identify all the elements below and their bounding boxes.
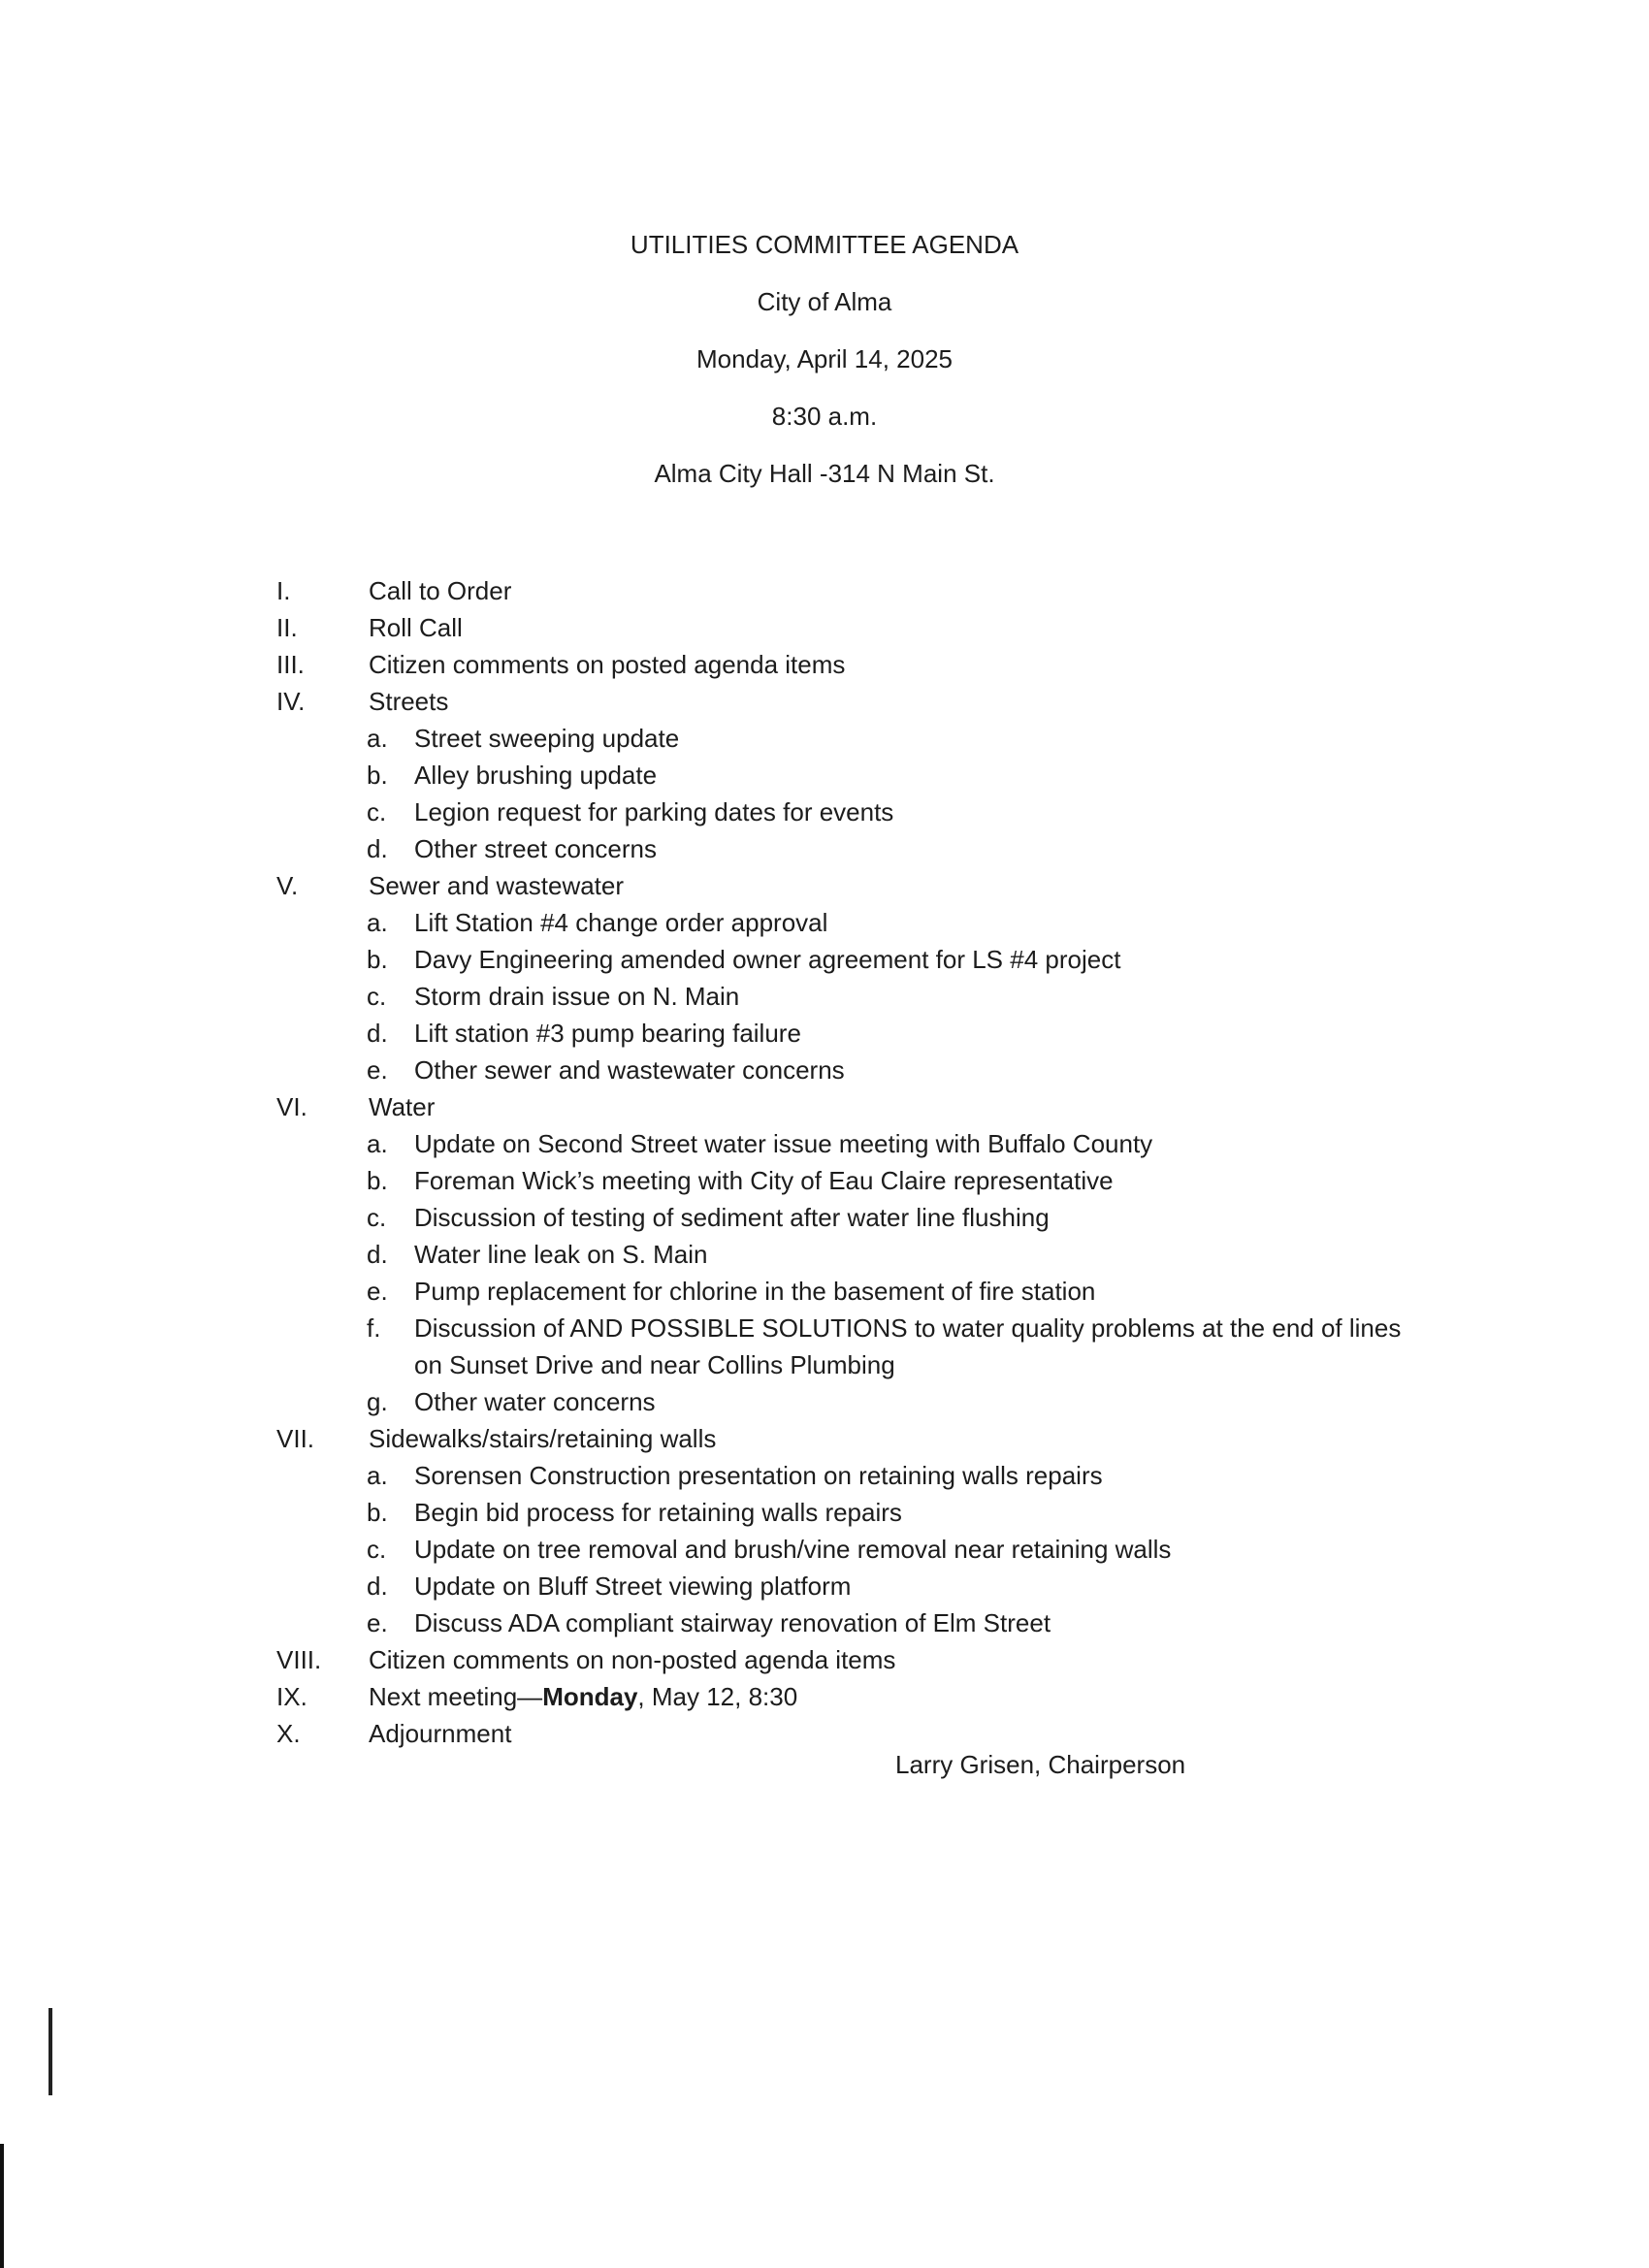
item-number: VI. xyxy=(276,1092,307,1121)
item-text: Citizen comments on non-posted agenda items xyxy=(369,1645,896,1674)
subitem-text: Sorensen Construction presentation on retaining walls repairs xyxy=(414,1461,1103,1490)
agenda-subitem xyxy=(276,1273,1411,1310)
item-text: Citizen comments on posted agenda items xyxy=(369,650,846,679)
document-title: UTILITIES COMMITTEE AGENDA xyxy=(630,230,1019,259)
subitem-letter: f. xyxy=(367,1313,381,1343)
next-meeting-text xyxy=(369,1678,797,1715)
item-text: Streets xyxy=(369,687,449,716)
agenda-subitem xyxy=(276,1015,1411,1052)
agenda-item xyxy=(276,1678,1411,1715)
item-text: Sewer and wastewater xyxy=(369,871,625,900)
subitem-letter: b. xyxy=(367,1498,388,1527)
subitem-text: Street sweeping update xyxy=(414,724,680,753)
item-number: II. xyxy=(276,613,298,642)
subitem-text: Davy Engineering amended owner agreement for LS #4 project xyxy=(414,945,1121,974)
item-text: Roll Call xyxy=(369,613,463,642)
subitem-text: Begin bid process for retaining walls repairs xyxy=(414,1498,902,1527)
subitem-letter: c. xyxy=(367,982,387,1011)
item-number: I. xyxy=(276,576,291,605)
item-text: Water xyxy=(369,1092,436,1121)
subitem-letter: d. xyxy=(367,1019,388,1048)
agenda-header xyxy=(0,225,1649,511)
agenda-item xyxy=(276,572,1411,609)
agenda-subitem xyxy=(276,1236,1411,1273)
subitem-letter: a. xyxy=(367,1129,388,1158)
meeting-date: Monday, April 14, 2025 xyxy=(695,344,954,373)
subitem-text: Update on Second Street water issue meeting with Buffalo County xyxy=(414,1129,1153,1158)
subitem-letter: a. xyxy=(367,724,388,753)
subitem-text: Update on tree removal and brush/vine removal near retaining walls xyxy=(414,1535,1172,1564)
item-number: VII. xyxy=(276,1424,315,1453)
agenda-subitem xyxy=(276,1531,1411,1568)
agenda-subitem xyxy=(276,830,1411,867)
agenda-item xyxy=(276,646,1411,683)
agenda-subitem xyxy=(276,1568,1411,1604)
agenda-subitem xyxy=(276,794,1411,830)
agenda-subitem xyxy=(276,720,1411,757)
agenda-subitem xyxy=(276,978,1411,1015)
subitem-text: Discuss ADA compliant stairway renovation of Elm Street xyxy=(414,1608,1051,1637)
agenda-subitem xyxy=(276,941,1411,978)
subitem-letter: c. xyxy=(367,1535,387,1564)
subitem-letter: e. xyxy=(367,1277,388,1306)
agenda-subitem xyxy=(276,1310,1411,1383)
subitem-text: Lift station #3 pump bearing failure xyxy=(414,1019,801,1048)
subitem-text: Storm drain issue on N. Main xyxy=(414,982,740,1011)
subitem-text: Lift Station #4 change order approval xyxy=(414,908,828,937)
subitem-text: Discussion of AND POSSIBLE SOLUTIONS to water quality problems at the end of lines on Sunset Drive and near Collins Plumbing xyxy=(414,1313,1402,1379)
item-number: III. xyxy=(276,650,305,679)
subitem-letter: a. xyxy=(367,1461,388,1490)
next-meeting-suffix: , May 12, 8:30 xyxy=(637,1682,798,1711)
subitem-text: Alley brushing update xyxy=(414,761,658,790)
next-meeting-prefix: Next meeting— xyxy=(369,1682,543,1711)
agenda-subitem xyxy=(276,904,1411,941)
city-name: City of Alma xyxy=(757,287,892,316)
agenda-subitem xyxy=(276,1604,1411,1641)
subitem-text: Other street concerns xyxy=(414,834,657,863)
subitem-letter: b. xyxy=(367,761,388,790)
subitem-text: Water line leak on S. Main xyxy=(414,1240,708,1269)
next-meeting-day: Monday xyxy=(542,1682,638,1711)
agenda-item xyxy=(276,683,1411,720)
subitem-letter: d. xyxy=(367,1571,388,1601)
agenda-item xyxy=(276,609,1411,646)
agenda-subitem xyxy=(276,1457,1411,1494)
item-number: X. xyxy=(276,1719,301,1748)
subitem-text: Update on Bluff Street viewing platform xyxy=(414,1571,852,1601)
agenda-item xyxy=(276,1420,1411,1457)
agenda-item xyxy=(276,1715,1411,1752)
agenda-subitem xyxy=(276,1052,1411,1088)
item-number: V. xyxy=(276,871,299,900)
agenda-subitem xyxy=(276,1162,1411,1199)
subitem-letter: b. xyxy=(367,1166,388,1195)
agenda-item xyxy=(276,1641,1411,1678)
item-number: IX. xyxy=(276,1682,307,1711)
item-text: Call to Order xyxy=(369,576,512,605)
subitem-letter: e. xyxy=(367,1608,388,1637)
subitem-text: Other sewer and wastewater concerns xyxy=(414,1055,845,1085)
subitem-text: Legion request for parking dates for events xyxy=(414,797,894,826)
subitem-letter: b. xyxy=(367,945,388,974)
meeting-time: 8:30 a.m. xyxy=(771,402,878,431)
agenda-subitem xyxy=(276,1125,1411,1162)
item-text: Sidewalks/stairs/retaining walls xyxy=(369,1424,717,1453)
subitem-text: Discussion of testing of sediment after water line flushing xyxy=(414,1203,1050,1232)
subitem-text: Other water concerns xyxy=(414,1387,656,1416)
agenda-item xyxy=(276,867,1411,904)
subitem-letter: d. xyxy=(367,1240,388,1269)
item-number: IV. xyxy=(276,687,306,716)
meeting-location: Alma City Hall -314 N Main St. xyxy=(654,459,995,488)
subitem-letter: c. xyxy=(367,797,387,826)
item-text: Adjournment xyxy=(369,1719,512,1748)
subitem-letter: d. xyxy=(367,834,388,863)
subitem-text: Foreman Wick’s meeting with City of Eau Claire representative xyxy=(414,1166,1114,1195)
agenda-subitem xyxy=(276,1383,1411,1420)
agenda-item xyxy=(276,1088,1411,1125)
subitem-letter: a. xyxy=(367,908,388,937)
scan-artifact-mark xyxy=(48,2008,52,2095)
subitem-letter: c. xyxy=(367,1203,387,1232)
item-number: VIII. xyxy=(276,1645,322,1674)
subitem-text: Pump replacement for chlorine in the basement of fire station xyxy=(414,1277,1096,1306)
chairperson-signature-line: Larry Grisen, Chairperson xyxy=(895,1750,1186,1779)
agenda-subitem xyxy=(276,1199,1411,1236)
agenda-subitem xyxy=(276,1494,1411,1531)
subitem-letter: e. xyxy=(367,1055,388,1085)
agenda-list xyxy=(276,572,1411,1752)
subitem-letter: g. xyxy=(367,1387,388,1416)
agenda-subitem xyxy=(276,757,1411,794)
scan-artifact-edge xyxy=(0,2144,4,2268)
